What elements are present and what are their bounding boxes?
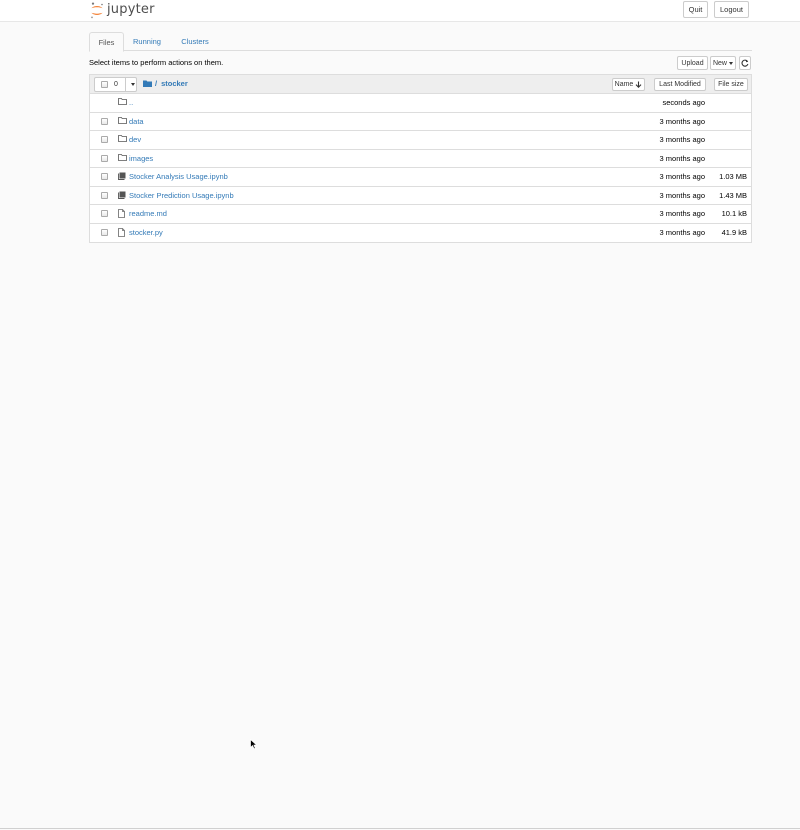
folder-icon	[118, 154, 127, 163]
file-icon	[118, 228, 125, 239]
mouse-cursor-icon	[250, 739, 258, 750]
last-modified: seconds ago	[662, 98, 705, 107]
sort-by-name-button[interactable]	[612, 78, 645, 91]
folder-icon	[118, 117, 127, 126]
folder-icon	[118, 135, 127, 144]
file-row[interactable]	[90, 205, 751, 224]
file-row[interactable]	[90, 94, 751, 113]
file-row[interactable]	[90, 150, 751, 169]
logout-button[interactable]: Logout	[714, 1, 749, 18]
divider	[125, 78, 126, 91]
file-row[interactable]	[90, 224, 751, 243]
select-all-dropdown[interactable]	[94, 77, 137, 92]
logo-text: jupyter	[107, 2, 155, 17]
row-checkbox[interactable]	[101, 155, 108, 162]
arrow-down-icon	[635, 81, 642, 88]
last-modified: 3 months ago	[659, 227, 705, 237]
upload-button[interactable]: Upload	[677, 56, 708, 70]
bottom-divider	[0, 828, 800, 829]
tab-files[interactable]: Files	[89, 32, 124, 52]
row-checkbox[interactable]	[101, 192, 108, 199]
last-modified: 3 months ago	[659, 135, 705, 144]
new-button[interactable]	[710, 56, 736, 70]
notebook-icon	[118, 172, 126, 182]
caret-down-icon	[729, 62, 733, 65]
row-checkbox[interactable]	[101, 173, 108, 180]
caret-down-icon[interactable]	[131, 83, 135, 86]
breadcrumb-separator[interactable]: /	[155, 79, 158, 88]
last-modified: 3 months ago	[659, 116, 705, 126]
file-name-link[interactable]: data	[129, 116, 144, 126]
file-row[interactable]	[90, 113, 751, 132]
tab-bar	[89, 32, 752, 51]
header	[0, 0, 800, 22]
select-all-checkbox[interactable]	[101, 81, 108, 88]
refresh-icon	[741, 59, 749, 67]
quit-button[interactable]: Quit	[683, 1, 708, 18]
last-modified: 3 months ago	[659, 190, 705, 200]
file-name-link[interactable]: dev	[129, 135, 142, 144]
file-name-link[interactable]: ..	[129, 98, 134, 107]
file-row[interactable]	[90, 131, 751, 150]
breadcrumb	[143, 79, 188, 88]
file-size: 1.03 MB	[719, 172, 747, 181]
selection-info-text: Select items to perform actions on them.	[89, 58, 224, 67]
file-list	[89, 74, 752, 243]
file-size: 1.43 MB	[719, 190, 747, 200]
last-modified: 3 months ago	[659, 209, 705, 218]
row-checkbox[interactable]	[101, 210, 108, 217]
tab-running[interactable]: Running	[133, 37, 161, 46]
sort-by-size-button[interactable]: File size	[714, 78, 748, 91]
row-checkbox[interactable]	[101, 136, 108, 143]
file-list-header	[90, 75, 751, 94]
file-row[interactable]	[90, 187, 751, 206]
last-modified: 3 months ago	[659, 172, 705, 181]
jupyter-logo-icon	[90, 2, 104, 19]
refresh-button[interactable]	[739, 56, 751, 70]
file-name-link[interactable]: images	[129, 153, 154, 163]
jupyter-logo[interactable]	[90, 1, 155, 19]
row-checkbox[interactable]	[101, 229, 108, 236]
notebook-icon	[118, 191, 126, 201]
row-checkbox[interactable]	[101, 118, 108, 125]
sort-by-modified-button[interactable]: Last Modified	[654, 78, 706, 91]
sort-name-label: Name	[614, 81, 634, 88]
tab-clusters[interactable]: Clusters	[181, 37, 209, 46]
file-row[interactable]	[90, 168, 751, 187]
breadcrumb-current[interactable]: stocker	[161, 79, 188, 88]
new-button-label: New	[712, 59, 727, 67]
last-modified: 3 months ago	[659, 153, 705, 163]
folder-icon	[118, 98, 127, 107]
file-name-link[interactable]: readme.md	[129, 209, 167, 218]
selected-count: 0	[114, 81, 118, 88]
file-size: 41.9 kB	[721, 227, 747, 237]
file-size: 10.1 kB	[721, 209, 747, 218]
file-rows	[90, 94, 751, 242]
folder-icon[interactable]	[143, 80, 152, 87]
file-name-link[interactable]: Stocker Prediction Usage.ipynb	[129, 190, 234, 200]
file-name-link[interactable]: stocker.py	[129, 227, 163, 237]
file-icon	[118, 209, 125, 220]
file-name-link[interactable]: Stocker Analysis Usage.ipynb	[129, 172, 228, 181]
